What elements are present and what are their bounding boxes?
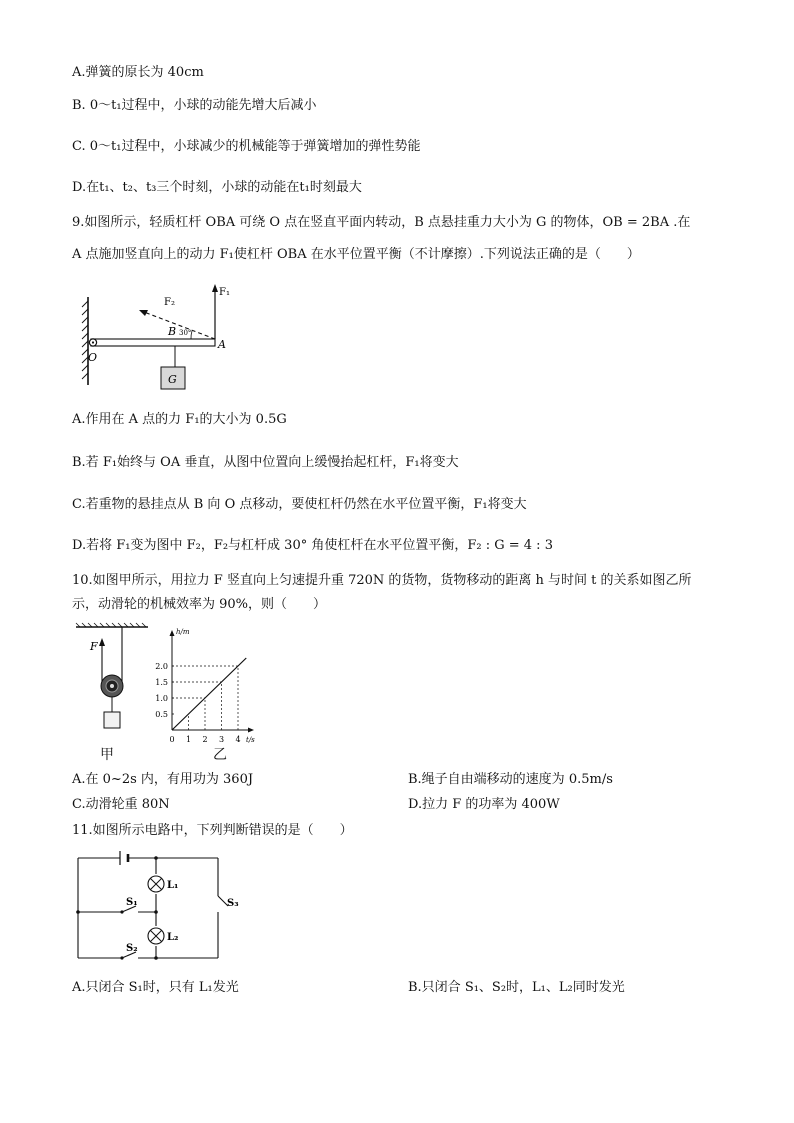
force-f-label: F — [90, 640, 98, 653]
q10-option-c: C.动滑轮重 80N — [72, 797, 170, 812]
q9-stem-line2: A 点施加竖直向上的动力 F₁使杠杆 OBA 在水平位置平衡（不计摩擦）.下列说法正确的是（ ） — [72, 247, 640, 262]
y-tick-label: 0.5 — [155, 710, 168, 719]
f2-label: F₂ — [164, 297, 175, 308]
lamp-l2-label: L₂ — [167, 932, 179, 943]
q9-option-b: B.若 F₁始终与 OA 垂直，从图中位置向上缓慢抬起杠杆，F₁将变大 — [72, 455, 459, 470]
q10-stem-line2: 示，动滑轮的机械效率为 90%，则（ ） — [72, 597, 327, 612]
distance-time-chart — [150, 622, 262, 744]
q8-option-b: B. 0～t₁过程中，小球的动能先增大后减小 — [72, 98, 317, 113]
point-a-label: A — [218, 338, 226, 351]
q8-option-d: D.在t₁、t₂、t₃三个时刻，小球的动能在t₁时刻最大 — [72, 180, 362, 195]
x-tick-label: 0 — [169, 735, 175, 744]
q11-option-a: A.只闭合 S₁时，只有 L₁发光 — [72, 980, 239, 995]
switch-s2-label: S₂ — [126, 943, 138, 954]
series-line — [172, 658, 246, 730]
switch-s1-label: S₁ — [126, 897, 138, 908]
y-tick-label: 1.0 — [155, 694, 168, 703]
q10-option-b: B.绳子自由端移动的速度为 0.5m/s — [408, 772, 613, 787]
y-tick-label: 1.5 — [155, 678, 168, 687]
x-axis-arrow — [248, 728, 254, 733]
y-axis-label: h/m — [176, 628, 190, 636]
point-o-label: O — [88, 351, 98, 364]
x-axis-label: t/s — [246, 736, 255, 744]
x-tick-label: 1 — [185, 735, 192, 744]
q11-stem: 11.如图所示电路中，下列判断错误的是（ ） — [72, 823, 353, 838]
q9-option-a: A.作用在 A 点的力 F₁的大小为 0.5G — [72, 412, 287, 427]
q10-option-d: D.拉力 F 的功率为 400W — [408, 797, 560, 812]
q11-option-b: B.只闭合 S₁、S₂时，L₁、L₂同时发光 — [408, 980, 625, 995]
angle-label: 30° — [179, 329, 192, 337]
caption-yi: 乙 — [213, 747, 227, 763]
x-tick-label: 4 — [235, 735, 241, 744]
lever-figure — [78, 283, 248, 395]
q10-option-a: A.在 0~2s 内，有用功为 360J — [72, 772, 254, 787]
q8-option-c: C. 0～t₁过程中，小球减少的机械能等于弹簧增加的弹性势能 — [72, 139, 421, 154]
lamp-l1-label: L₁ — [167, 880, 179, 891]
weight-g-label: G — [168, 373, 177, 386]
point-b-label: B — [168, 325, 177, 338]
q9-option-c: C.若重物的悬挂点从 B 向 O 点移动，要使杠杆仍然在水平位置平衡，F₁将变大 — [72, 497, 527, 512]
pulley-figure — [72, 622, 150, 734]
q9-option-d: D.若将 F₁变为图中 F₂，F₂与杠杆成 30° 角使杠杆在水平位置平衡，F₂ : G = 4 : 3 — [72, 538, 553, 553]
y-axis-arrow — [170, 630, 175, 636]
x-tick-label: 2 — [202, 735, 208, 744]
switch-s3-label: S₃ — [227, 898, 239, 909]
q9-stem-line1: 9.如图所示，轻质杠杆 OBA 可绕 O 点在竖直平面内转动，B 点悬挂重力大小为 G 的物体，OB = 2BA .在 — [72, 215, 691, 230]
x-tick-label: 3 — [218, 735, 225, 744]
f1-label: F₁ — [219, 287, 230, 298]
circuit-figure — [76, 850, 256, 964]
q10-stem-line1: 10.如图甲所示，用拉力 F 竖直向上匀速提升重 720N 的货物，货物移动的距离 h 与时间 t 的关系如图乙所 — [72, 573, 692, 588]
y-tick-label: 2.0 — [155, 662, 168, 671]
caption-jia: 甲 — [100, 747, 114, 763]
q8-option-a: A.弹簧的原长为 40cm — [72, 65, 204, 80]
